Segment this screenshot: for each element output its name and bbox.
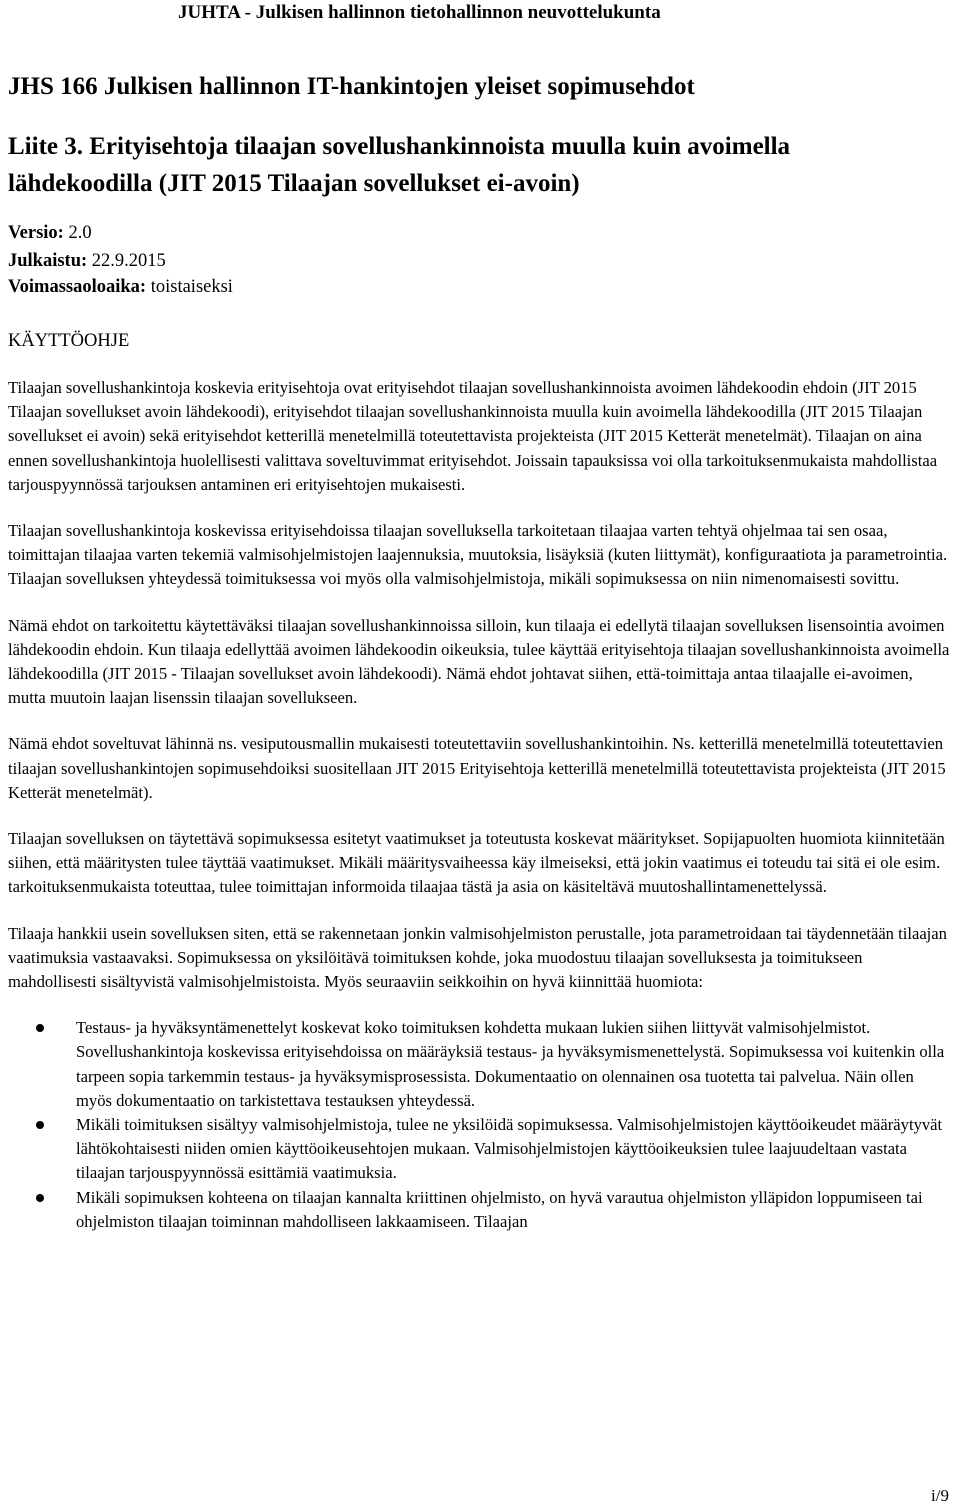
page-number: i/9	[931, 1486, 949, 1505]
bullet-list	[8, 1016, 953, 1234]
bullet-text: Testaus- ja hyväksyntämenettelyt koskevat koko toimituksen kohdetta mukaan lukien siihen liittyvät valmisohjelmistot. Sovellushankintoja koskevissa erityisehdoissa on määräyksiä testaus- ja hyväksymismenettelystä. Sopimuksessa voi kuitenkin olla tarpeen sopia tarkemmin testaus- ja hyväksymisprosessista. Dokumentaatio on olennainen osa tuotetta tai palvelua. Näin ollen myös dokumentaatio on tarkistettava testauksen yhteydessä.	[76, 1018, 945, 1110]
paragraph: Nämä ehdot soveltuvat lähinnä ns. vesiputousmallin mukaisesti toteutettaviin sovellushankintoihin. Ns. ketterillä menetelmillä toteutettavien tilaajan sovellushankintojen sopimusehdoiksi suositellaan JIT 2015 Erityisehtoja ketterillä menetelmillä toteutettavista projekteista (JIT 2015 Ketterät menetelmät).	[8, 734, 946, 802]
validity-label: Voimassaoloaika:	[8, 277, 147, 297]
version-label: Versio:	[8, 223, 64, 243]
bullet-dot-icon	[36, 1024, 44, 1032]
published-line	[8, 249, 166, 273]
published-value: 22.9.2015	[91, 251, 166, 271]
document-body	[8, 376, 953, 1234]
paragraph: Tilaaja hankkii usein sovelluksen siten, että se rakennetaan jonkin valmisohjelmiston perustalle, jota parametroidaan tai täydennetään tilaajan vaatimuksia vastaavaksi. Sopimuksessa on yksilöitävä toimituksen kohde, joka muodostuu tilaajan sovelluksesta ja toimitukseen mahdollisesti sisältyvistä valmisohjelmistoista. Myös seuraaviin seikkoihin on hyvä kiinnittää huomiota:	[8, 923, 947, 992]
paragraph: Tilaajan sovellushankintoja koskevia erityisehtoja ovat erityisehdot tilaajan sovellushankinnoista avoimen lähdekoodin ehdoin (JIT 2015 Tilaajan sovellukset avoin lähdekoodi), erityisehdot tilaajan sovellushankinnoista muulla kuin avoimella lähdekoodilla (JIT 2015 Tilaajan sovellukset ei avoin) sekä erityisehdot ketterillä menetelmillä toteutettavista projekteista (JIT 2015 Ketterät menetelmät). Tilaajan on aina ennen sovellushankintoja huolellisesti valittava soveltuvimmat erityisehdot. Joissain tapauksissa voi olla tarkoituksenmukaista mahdollistaa tarjouspyynnössä tarjouksen antaminen eri erityisehtojen mukaisesti.	[8, 378, 938, 494]
bullet-dot-icon	[36, 1194, 44, 1202]
organization-header: JUHTA - Julkisen hallinnon tietohallinnon neuvottelukunta	[178, 2, 661, 23]
bullet-dot-icon	[36, 1121, 44, 1129]
section-heading: KÄYTTÖOHJE	[8, 331, 130, 351]
published-label: Julkaistu:	[8, 251, 88, 271]
bullet-item	[8, 1016, 953, 1113]
version-line	[8, 221, 92, 245]
bullet-item	[8, 1113, 953, 1186]
validity-value: toistaiseksi	[150, 277, 233, 297]
validity-line	[8, 275, 233, 299]
bullet-text: Mikäli toimituksen sisältyy valmisohjelmistoja, tulee ne yksilöidä sopimuksessa. Valmisohjelmistojen käyttöoikeudet määräytyvät lähtökohtaisesti niiden omien käyttöoikeusehtojen mukaan. Valmisohjelmistojen käyttöoikeuksien tulee laajuudeltaan vastata tilaajan tarjouspyynnössä esittämiä vaatimuksia.	[76, 1115, 943, 1183]
paragraph: Nämä ehdot on tarkoitettu käytettäväksi tilaajan sovellushankinnoissa silloin, kun tilaaja ei edellytä tilaajan sovelluksen lisensointia avoimen lähdekoodin ehdoin. Kun tilaaja edellyttää avoimen lähdekoodin oikeuksia, tulee käyttää erityisehtoja tilaajan sovellushankinnoista avoimella lähdekoodilla (JIT 2015 - Tilaajan sovellukset avoin lähdekoodi). Nämä ehdot johtavat siihen, että-toimittaja antaa tilaajalle ei-avoimen, mutta muutoin laajan lisenssin tilaajan sovellukseen.	[8, 615, 950, 708]
paragraph: Tilaajan sovellushankintoja koskevissa erityisehdoissa tilaajan sovelluksella tarkoitetaan tilaajaa varten tehtyä ohjelmaa tai sen osaa, toimittajan tilaajaa varten tekemiä valmisohjelmistojen laajennuksia, muutoksia, lisäyksiä (kuten liittymät), konfiguraatiota ja parametrointia. Tilaajan sovelluksen yhteydessä toimituksessa voi myös olla valmisohjelmistoja, mikäli sopimuksessa on niin nimenomaisesti sovittu.	[8, 521, 948, 589]
paragraph: Tilaajan sovelluksen on täytettävä sopimuksessa esitetyt vaatimukset ja toteutusta koskevat määritykset. Sopijapuolten huomiota kiinnitetään siihen, että määritysten tulee täyttää vaatimukset. Mikäli määritysvaiheessa käy ilmeiseksi, että jokin vaatimus ei toteudu tai sitä ei ole esim. tarkoituksenmukaista toteuttaa, tulee toimittajan informoida tilaajaa tästä ja asia on käsiteltävä muutoshallintamenettelyssä.	[8, 829, 945, 897]
bullet-item	[8, 1186, 953, 1234]
document-title: JHS 166 Julkisen hallinnon IT-hankintojen yleiset sopimusehdot	[8, 73, 695, 100]
document-subtitle: Liite 3. Erityisehtoja tilaajan sovellushankinnoista muulla kuin avoimella lähdekoodilla (JIT 2015 Tilaajan sovellukset ei-avoin)	[8, 133, 791, 197]
version-value: 2.0	[68, 223, 92, 243]
bullet-text: Mikäli sopimuksen kohteena on tilaajan kannalta kriittinen ohjelmisto, on hyvä varautua ohjelmiston ylläpidon loppumiseen tai ohjelmiston tilaajan toiminnan mahdolliseen lakkaamiseen. Tilaajan	[76, 1187, 923, 1231]
